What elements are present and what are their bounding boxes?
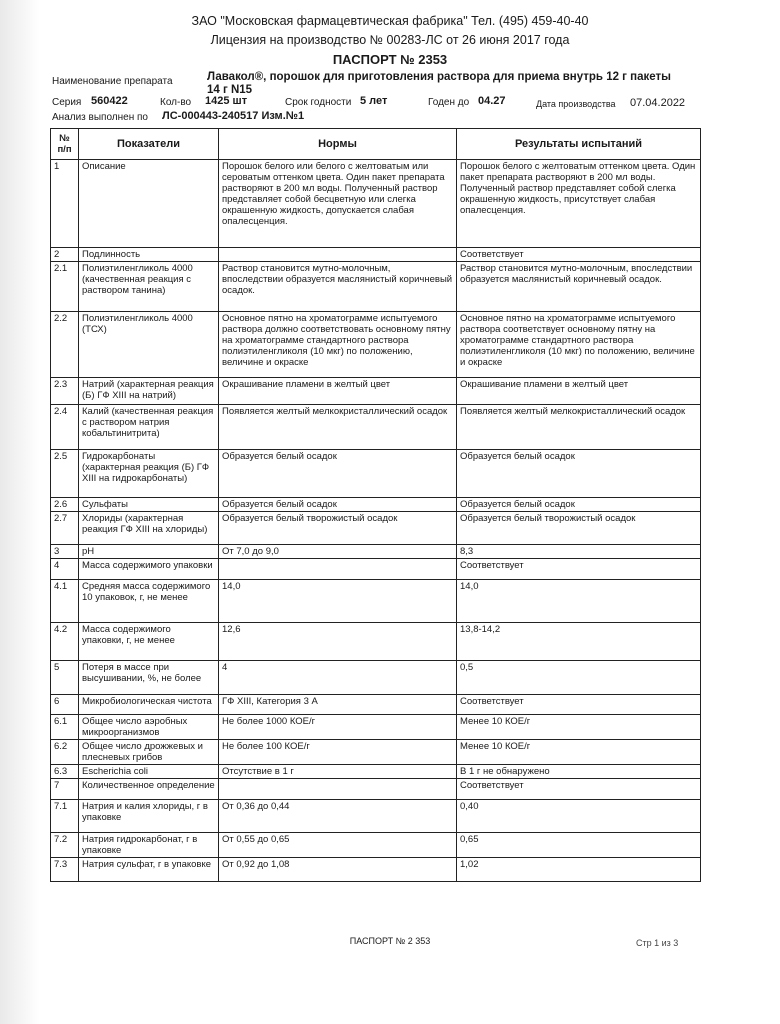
cell-result: 0,5 (457, 661, 701, 695)
cell-indicator: Масса содержимого упаковки (79, 559, 219, 580)
product-name: Лавакол®, порошок для приготовления раствора для приема внутрь 12 г пакеты (207, 71, 671, 83)
cell-indicator: Натрия сульфат, г в упаковке (79, 858, 219, 882)
cell-indicator: Хлориды (характерная реакция ГФ XIII на хлориды) (79, 512, 219, 545)
cell-norm: Не более 100 КОЕ/г (219, 740, 457, 765)
cell-norm: Не более 1000 КОЕ/г (219, 715, 457, 740)
cell-indicator: Средняя масса содержимого 10 упаковок, г, не менее (79, 580, 219, 623)
table-row (51, 405, 701, 450)
cell-number: 6.2 (51, 740, 79, 765)
table-row (51, 248, 701, 262)
cell-result: Соответствует (457, 779, 701, 800)
cell-norm: Основное пятно на хроматограмме испытуемого раствора должно соответствовать основному пятну на хроматограмме стандартного раствора полиэтиленгликоля (10 мкг) по положению, величине и окраске (219, 312, 457, 378)
table-row (51, 512, 701, 545)
cell-result: Образуется белый творожистый осадок (457, 512, 701, 545)
cell-indicator: Микробиологическая чистота (79, 695, 219, 715)
col-header-norms: Нормы (219, 129, 457, 160)
valid-value: 04.27 (478, 95, 506, 107)
table-row (51, 661, 701, 695)
cell-indicator: Натрия и калия хлориды, г в упаковке (79, 800, 219, 833)
table-row (51, 623, 701, 661)
cell-result: 0,40 (457, 800, 701, 833)
cell-indicator: Подлинность (79, 248, 219, 262)
series-value: 560422 (91, 95, 128, 107)
cell-result: 0,65 (457, 833, 701, 858)
table-row (51, 800, 701, 833)
cell-norm (219, 559, 457, 580)
table-row (51, 695, 701, 715)
passport-title: ПАСПОРТ № 2353 (332, 52, 448, 67)
cell-norm: Образуется белый творожистый осадок (219, 512, 457, 545)
cell-norm: 4 (219, 661, 457, 695)
cell-number: 6 (51, 695, 79, 715)
analysis-label: Анализ выполнен по (52, 112, 148, 123)
cell-number: 2.4 (51, 405, 79, 450)
cell-norm: Окрашивание пламени в желтый цвет (219, 378, 457, 405)
cell-norm: От 0,92 до 1,08 (219, 858, 457, 882)
cell-number: 5 (51, 661, 79, 695)
table-row (51, 312, 701, 378)
cell-number: 7.3 (51, 858, 79, 882)
cell-number: 2.1 (51, 262, 79, 312)
cell-norm: От 0,36 до 0,44 (219, 800, 457, 833)
cell-result: Появляется желтый мелкокристаллический осадок (457, 405, 701, 450)
cell-norm: Образуется белый осадок (219, 450, 457, 498)
qty-label: Кол-во (160, 97, 192, 108)
cell-number: 7.2 (51, 833, 79, 858)
table-row (51, 833, 701, 858)
cell-indicator: Общее число аэробных микроорганизмов (79, 715, 219, 740)
cell-norm: Появляется желтый мелкокристаллический осадок (219, 405, 457, 450)
cell-indicator: Описание (79, 160, 219, 248)
date-value: 07.04.2022 (630, 97, 686, 109)
cell-result: В 1 г не обнаружено (457, 765, 701, 779)
cell-norm: 14,0 (219, 580, 457, 623)
cell-indicator: Общее число дрожжевых и плесневых грибов (79, 740, 219, 765)
cell-indicator: Количественное определение (79, 779, 219, 800)
series-label: Серия (52, 97, 82, 108)
cell-result: 8,3 (457, 545, 701, 559)
cell-norm: Образуется белый осадок (219, 498, 457, 512)
company-header: ЗАО "Московская фармацевтическая фабрика" Тел. (495) 459-40-40 (191, 14, 589, 28)
table-row (51, 498, 701, 512)
table-row (51, 740, 701, 765)
table-row (51, 545, 701, 559)
page-number: Стр 1 из 3 (636, 938, 679, 948)
cell-number: 2.6 (51, 498, 79, 512)
cell-result: Менее 10 КОЕ/г (457, 740, 701, 765)
cell-indicator: Гидрокарбонаты (характерная реакция (Б) ГФ XIII на гидрокарбонаты) (79, 450, 219, 498)
cell-indicator: Натрий (характерная реакция (Б) ГФ XIII на натрий) (79, 378, 219, 405)
qty-value: 1425 шт (205, 95, 248, 107)
cell-number: 6.1 (51, 715, 79, 740)
cell-number: 1 (51, 160, 79, 248)
cell-result: Окрашивание пламени в желтый цвет (457, 378, 701, 405)
cell-indicator: Потеря в массе при высушивании, %, не более (79, 661, 219, 695)
cell-number: 7 (51, 779, 79, 800)
cell-result: Образуется белый осадок (457, 450, 701, 498)
cell-result: Соответствует (457, 559, 701, 580)
cell-indicator: Натрия гидрокарбонат, г в упаковке (79, 833, 219, 858)
results-table (50, 128, 701, 882)
shelf-label: Срок годности (285, 97, 352, 108)
cell-result: Основное пятно на хроматограмме испытуемого раствора соответствует основному пятну на хроматограмме стандартного раствора полиэтиленгликоля (10 мкг) по положению, величине и окраске (457, 312, 701, 378)
cell-number: 2.5 (51, 450, 79, 498)
cell-indicator: Полиэтиленгликоль 4000 (качественная реакция с раствором танина) (79, 262, 219, 312)
table-row (51, 559, 701, 580)
col-header-number: № п/п (51, 129, 79, 160)
cell-number: 2.7 (51, 512, 79, 545)
cell-number: 6.3 (51, 765, 79, 779)
cell-number: 2.2 (51, 312, 79, 378)
cell-number: 2 (51, 248, 79, 262)
cell-norm (219, 779, 457, 800)
cell-result: Соответствует (457, 695, 701, 715)
cell-number: 4.1 (51, 580, 79, 623)
cell-indicator: Escherichia coli (79, 765, 219, 779)
cell-result: 1,02 (457, 858, 701, 882)
cell-indicator: Калий (качественная реакция с раствором натрия кобальтинитрита) (79, 405, 219, 450)
product-label: Наименование препарата (52, 76, 173, 87)
table-row (51, 160, 701, 248)
cell-result: Соответствует (457, 248, 701, 262)
cell-number: 4 (51, 559, 79, 580)
cell-indicator: Сульфаты (79, 498, 219, 512)
cell-result: 13,8-14,2 (457, 623, 701, 661)
cell-indicator: Полиэтиленгликоль 4000 (ТСХ) (79, 312, 219, 378)
cell-indicator: pH (79, 545, 219, 559)
cell-norm: От 7,0 до 9,0 (219, 545, 457, 559)
cell-result: Порошок белого с желтоватым оттенком цвета. Один пакет препарата растворяют в 200 мл воды. Полученный раствор представляет собой слегка окрашенную жидкость, присутствует слабая опалесценция. (457, 160, 701, 248)
cell-result: Раствор становится мутно-молочным, впоследствии образуется маслянистый коричневый осадок. (457, 262, 701, 312)
table-header-row (51, 129, 701, 160)
shelf-value: 5 лет (360, 95, 388, 107)
table-row (51, 858, 701, 882)
col-header-results: Результаты испытаний (457, 129, 701, 160)
license-line: Лицензия на производство № 00283-ЛС от 26 июня 2017 года (210, 33, 570, 47)
valid-label: Годен до (428, 97, 470, 108)
analysis-value: ЛС-000443-240517 Изм.№1 (162, 110, 305, 122)
col-header-indicator: Показатели (79, 129, 219, 160)
cell-number: 2.3 (51, 378, 79, 405)
cell-number: 4.2 (51, 623, 79, 661)
table-row (51, 779, 701, 800)
cell-result: Менее 10 КОЕ/г (457, 715, 701, 740)
table-row (51, 262, 701, 312)
cell-norm: 12,6 (219, 623, 457, 661)
cell-norm: Порошок белого или белого с желтоватым или сероватым оттенком цвета. Один пакет препарата растворяют в 200 мл воды. Полученный раствор представляет собой бесцветную или слегка окрашенную жидкость, допускается слабая опалесценция. (219, 160, 457, 248)
cell-norm: Отсутствие в 1 г (219, 765, 457, 779)
cell-norm: От 0,55 до 0,65 (219, 833, 457, 858)
cell-result: Образуется белый осадок (457, 498, 701, 512)
cell-norm: ГФ XIII, Категория 3 А (219, 695, 457, 715)
cell-norm (219, 248, 457, 262)
table-row (51, 378, 701, 405)
cell-indicator: Масса содержимого упаковки, г, не менее (79, 623, 219, 661)
scan-edge-shadow (0, 0, 40, 1024)
cell-result: 14,0 (457, 580, 701, 623)
cell-number: 3 (51, 545, 79, 559)
table-row (51, 580, 701, 623)
footer-passport-label: ПАСПОРТ № 2 353 (349, 936, 431, 946)
product-pack: 14 г N15 (207, 84, 253, 96)
table-row (51, 765, 701, 779)
cell-number: 7.1 (51, 800, 79, 833)
cell-norm: Раствор становится мутно-молочным, впоследствии образуется маслянистый коричневый осадок. (219, 262, 457, 312)
table-row (51, 450, 701, 498)
table-row (51, 715, 701, 740)
date-label: Дата производства (536, 99, 616, 109)
